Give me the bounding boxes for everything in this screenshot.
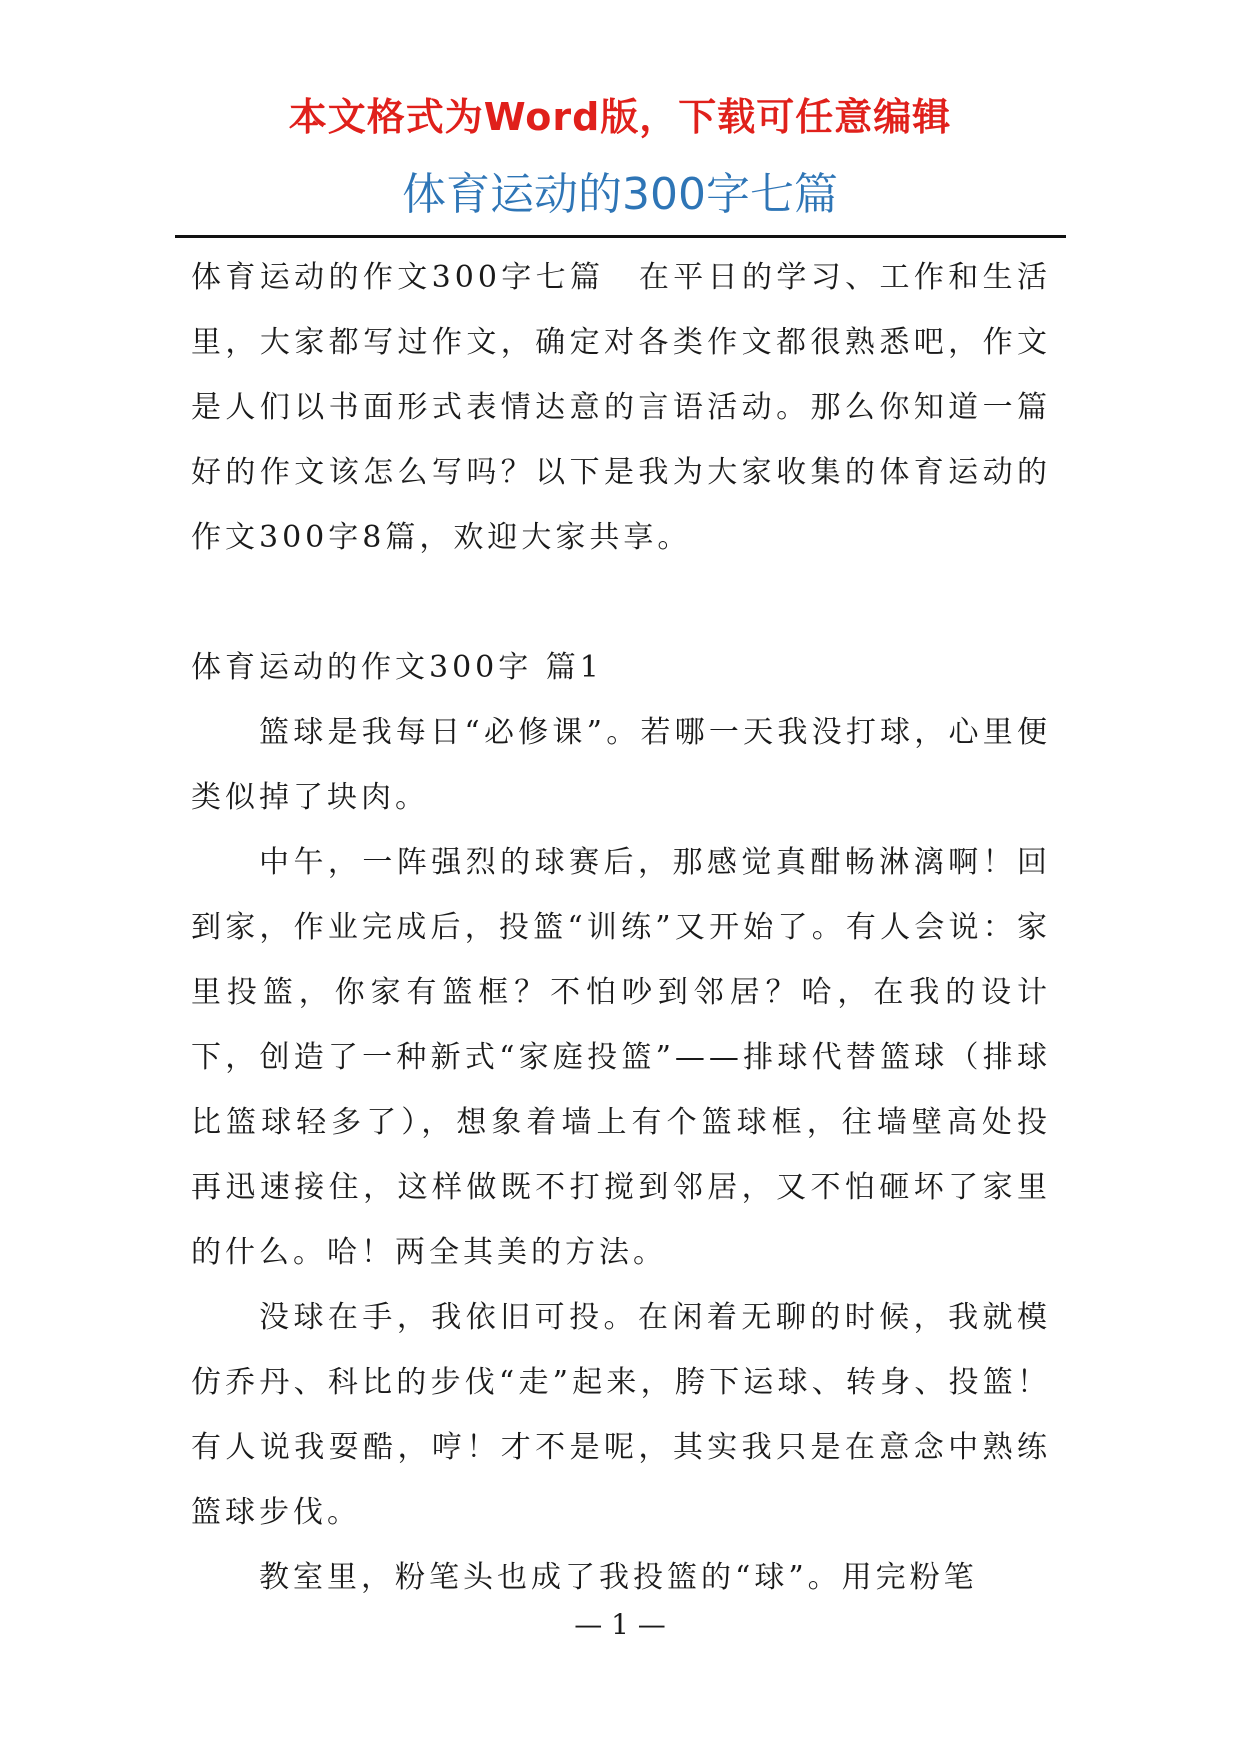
body-paragraph: 篮球是我每日“必修课”。若哪一天我没打球，心里便类似掉了块肉。 [191, 715, 1051, 815]
body-paragraph: 中午，一阵强烈的球赛后，那感觉真酣畅淋漓啊！回到家，作业完成后，投篮“训练”又开始了。有人会说：家里投篮，你家有篮框？不怕吵到邻居？哈，在我的设计下，创造了一种新式“家庭投篮”——排球代替篮球（排球比篮球轻多了），想象着墙上有个篮球框，往墙壁高处投再迅速接住，这样做既不打搅到邻居，又不怕砸坏了家里的什么。哈！两全其美的方法。 [191, 845, 1051, 1270]
body-paragraph: 没球在手，我依旧可投。在闲着无聊的时候，我就模仿乔丹、科比的步伐“走”起来，胯下运球、转身、投篮！有人说我耍酷，哼！才不是呢，其实我只是在意念中熟练篮球步伐。 [191, 1300, 1051, 1530]
intro-paragraph: 体育运动的作文300字七篇 在平日的学习、工作和生活里，大家都写过作文，确定对各类作文都很熟悉吧，作文是人们以书面形式表情达意的言语活动。那么你知道一篇好的作文该怎么写吗？以下是我为大家收集的体育运动的作文300字8篇，欢迎大家共享。 [191, 260, 1051, 555]
paragraph-spacer [191, 570, 1051, 635]
word-format-banner: 本文格式为Word版，下载可任意编辑 [288, 95, 952, 139]
title-divider [175, 235, 1066, 238]
section-heading: 体育运动的作文300字 篇1 [191, 650, 603, 685]
document-body [191, 245, 1051, 1610]
page-number: — 1 — [574, 1608, 666, 1641]
document-title: 体育运动的300字七篇 [402, 169, 838, 220]
body-paragraph: 教室里，粉笔头也成了我投篮的“球”。用完粉笔 [259, 1560, 978, 1595]
